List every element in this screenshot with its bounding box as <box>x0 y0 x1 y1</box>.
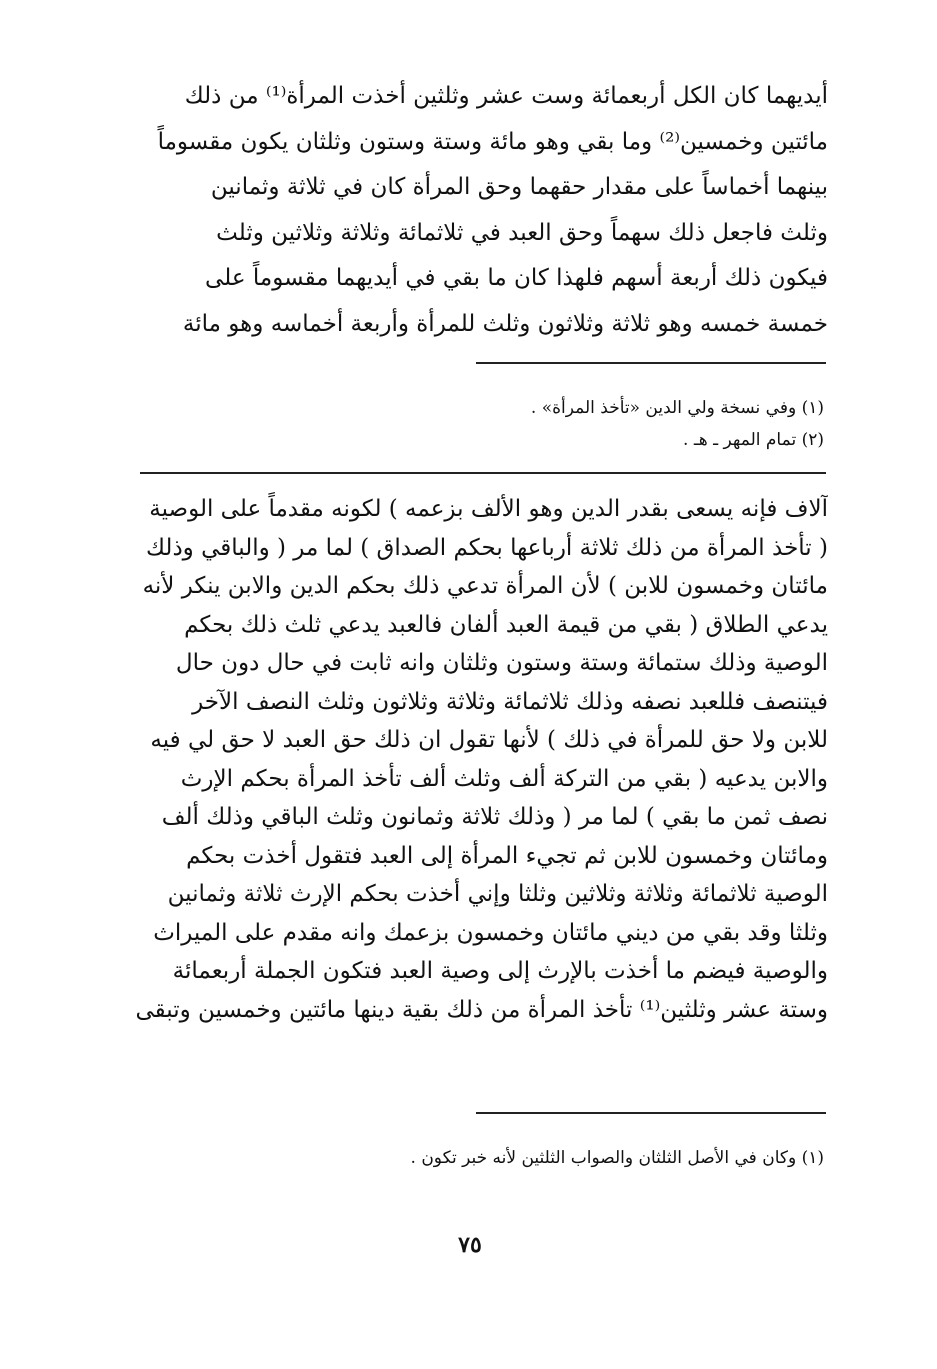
text-line: وثلثا وقد بقي من ديني مائتان وخمسون بزعمك وانه مقدم على الميراث <box>153 919 828 946</box>
text-line: الوصية ثلاثمائة وثلاثة وثلاثين وثلثا وإني أخذت بحكم الإرث ثلاثة وثمانين <box>167 881 828 907</box>
footnote-divider <box>476 1112 826 1114</box>
footnotes-lower <box>330 1142 824 1174</box>
text-line: ( تأخذ المرأة من ذلك ثلاثة أرباعها بحكم الصداق ) لما مر ( والباقي وذلك <box>146 534 828 561</box>
text-line: مائتين وخمسين⁽²⁾ وما بقي وهو مائة وستة وستون وثلثان يكون مقسوماً <box>157 128 828 155</box>
text-line: أيديهما كان الكل أربعمائة وست عشر وثلثين أخذت المرأة⁽¹⁾ من ذلك <box>184 83 828 109</box>
section-divider <box>140 472 826 474</box>
footnotes-upper <box>400 392 824 456</box>
text-line: فيكون ذلك أربعة أسهم فلهذا كان ما بقي في أيديهما مقسوماً على <box>205 265 828 291</box>
text-line: للابن ولا حق للمرأة في ذلك ) لأنها تقول ان ذلك حق العبد لا حق لي فيه <box>150 727 828 753</box>
text-line: الوصية وذلك ستمائة وستة وستون وثلثان وانه ثابت في حال دون حال <box>175 650 828 676</box>
text-line: والوصية فيضم ما أخذت بالإرث إلى وصية العبد فتكون الجملة أربعمائة <box>172 958 828 984</box>
footnote-divider <box>476 362 826 364</box>
text-line: نصف ثمن ما بقي ) لما مر ( وذلك ثلاثة وثمانون وثلث الباقي وذلك ألف <box>161 804 828 830</box>
text-line: مائتان وخمسون للابن ) لأن المرأة تدعي ذلك بحكم الدين والابن ينكر لأنه <box>142 573 828 599</box>
text-line: والابن يدعيه ( بقي من التركة ألف وثلث ألف تأخذ المرأة بحكم الإرث <box>180 765 828 792</box>
main-text-lower <box>132 490 828 1029</box>
text-line: وثلث فاجعل ذلك سهماً وحق العبد في ثلاثمائة وثلاثة وثلاثين وثلث <box>216 219 828 246</box>
text-line: فيتنصف فللعبد نصفه وذلك ثلاثمائة وثلاثة وثلاثون وثلث النصف الآخر <box>192 688 828 715</box>
text-line: بينهما أخماساً على مقدار حقهما وحق المرأة كان في ثلاثة وثمانين <box>210 174 828 200</box>
text-line: آلاف فإنه يسعى بقدر الدين وهو الألف بزعمه ) لكونه مقدماً على الوصية <box>149 496 828 522</box>
footnote: (٢) تمام المهر ـ هـ . <box>683 430 824 450</box>
footnote: (١) وفي نسخة ولي الدين «تأخذ المرأة» . <box>530 398 824 418</box>
footnote: (١) وكان في الأصل الثلثان والصواب الثلثين لأنه خبر تكون . <box>410 1148 824 1168</box>
text-line: وستة عشر وثلثين⁽¹⁾ تأخذ المرأة من ذلك بقية دينها مائتين وخمسين وتبقى <box>135 996 828 1023</box>
main-text-upper <box>132 74 828 347</box>
text-line: خمسة خمسه وهو ثلاثة وثلاثون وثلث للمرأة وأربعة أخماسه وهو مائة <box>182 310 828 337</box>
text-line: يدعي الطلاق ( بقي من قيمة العبد ألفان فالعبد يدعي ثلث ذلك بحكم <box>184 611 828 638</box>
text-line: ومائتان وخمسون للابن ثم تجيء المرأة إلى العبد فتقول أخذت بحكم <box>186 842 828 869</box>
page-number: ٧٥ <box>458 1232 482 1258</box>
